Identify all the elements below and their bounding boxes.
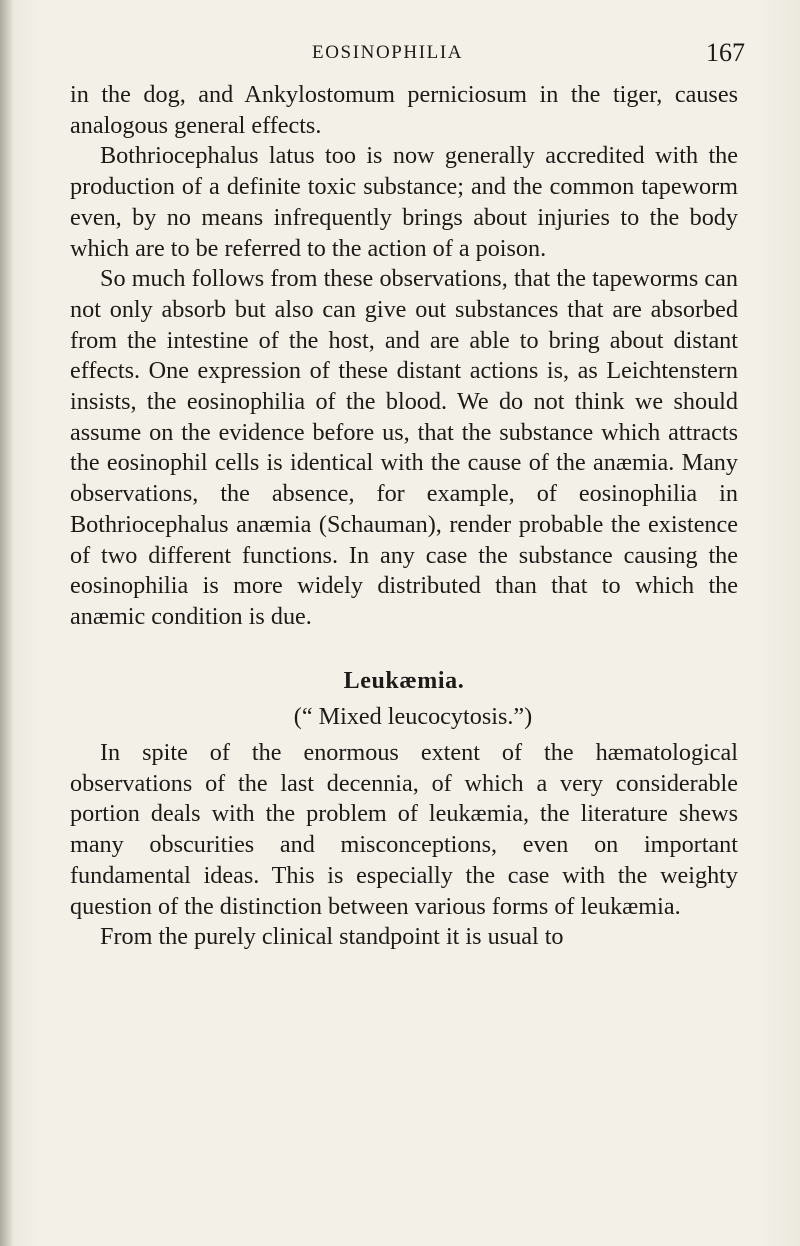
page-number: 167 — [706, 38, 745, 67]
spine-shadow — [0, 0, 14, 1246]
paragraph-continuation: in the dog, and Ankylostomum perniciosum in the tiger, causes analogous general effects. — [70, 81, 738, 139]
paragraph-clinical-standpoint: From the purely clinical standpoint it is usual to — [100, 923, 564, 951]
running-title: EOSINOPHILIA — [312, 42, 464, 63]
section-heading: Leukæmia. — [343, 667, 465, 694]
paragraph-leukaemia-intro: In spite of the enormous extent of the hæmatological observations of the last decennia, of which a very considerable portion deals with the problem of leukæmia, the literature shews many obscurities and misconceptions, even on important fundamental ideas. This is especially the case with the weighty question of the distinction between various forms of leukæmia. — [70, 739, 738, 920]
paragraph-bothriocephalus: Bothriocephalus latus too is now generally accredited with the production of a definite toxic substance; and the common tapeworm even, by no means infrequently brings about injuries to the body which are to be referred to the action of a poison. — [70, 142, 738, 262]
body-text — [70, 80, 738, 953]
paragraph-tapeworms: So much follows from these observations, that the tapeworms can not only absorb but also can give out substances that are absorbed from the intestine of the host, and are able to bring about distant effects. One expression of these distant actions is, as Leichtenstern insists, the eosinophilia of the blood. We do not think we should assume on the evidence before us, that the substance which attracts the eosinophil cells is identical with the cause of the anæmia. Many observations, the absence, for example, of eosinophilia in Bothriocephalus anæmia (Schauman), render probable the existence of two different functions. In any case the substance causing the eosinophilia is more widely distributed than that to which the anæmic condition is due. — [70, 265, 738, 630]
running-head — [0, 38, 800, 68]
section-subheading: (“ Mixed leucocytosis.”) — [293, 703, 533, 731]
